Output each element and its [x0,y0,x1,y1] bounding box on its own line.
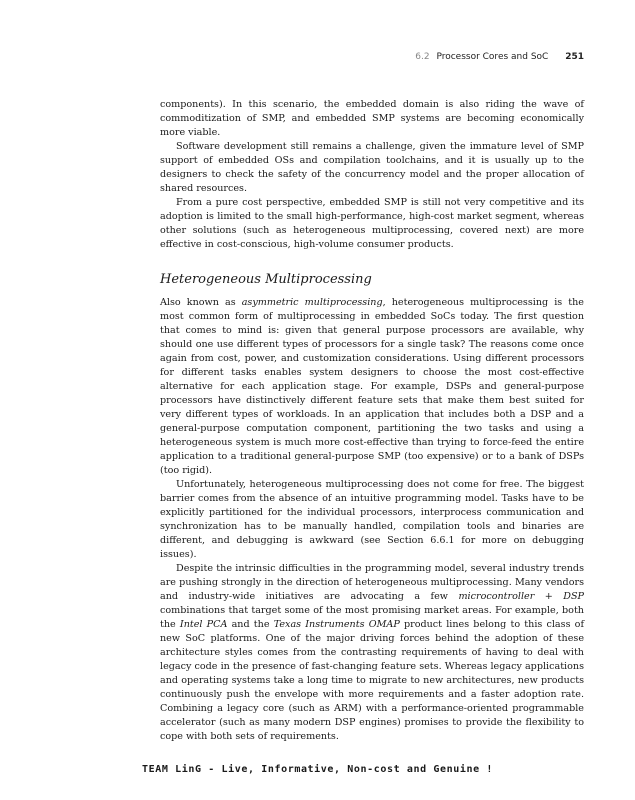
p6-text-b: combinations that target some of the most promising market areas. For example, both the [160,605,584,630]
paragraph-6 [160,562,584,744]
p6-emphasis-3: Texas Instruments OMAP [273,619,400,630]
section-heading: Heterogeneous Multiprocessing [160,272,372,287]
p6-text-c: and the [227,619,274,630]
page-number: 251 [565,52,584,62]
page-body [160,98,584,744]
p4-text-b: , heterogeneous multiprocessing is the most common form of multiprocessing in embedded SoCs today. The first question that comes to mind is: given that general purpose processors are available, why should one use different types of processors for a single task? The reasons come once again from cost, power, and customization considerations. Using different processors for different tasks enables system designers to choose the most cost-effective alternative for each application stage. For example, DSPs and general-purpose processors have distinctively different feature sets that make them best suited for very different types of workloads. In an application that includes both a DSP and a general-purpose computation component, partitioning the two tasks and using a heterogeneous system is much more cost-effective than trying to force-feed the entire application to a traditional general-purpose SMP (too expensive) or to a bank of DSPs (too rigid). [160,297,584,476]
paragraph-1: components). In this scenario, the embedded domain is also riding the wave of commoditization of SMP, and embedded SMP systems are becoming economically more viable. [160,99,584,138]
section-number: 6.2 [415,52,430,62]
paragraph-5: Unfortunately, heterogeneous multiprocessing does not come for free. The biggest barrier comes from the absence of an intuitive programming model. Tasks have to be explicitly partitioned for the individual processors, interprocess communication and synchronization has to be manually handled, compilation tools and binaries are different, and debugging is awkward (see Section 6.6.1 for more on debugging issues). [160,479,584,560]
p4-text-a: Also known as [160,297,242,308]
p6-emphasis-2: Intel PCA [179,619,228,630]
footer-watermark: TEAM LinG - Live, Informative, Non-cost and Genuine ! [142,764,493,775]
p6-emphasis-1: microcontroller + DSP [458,591,584,602]
section-title: Processor Cores and SoC [436,52,549,62]
running-head [160,52,584,62]
p6-text-a: Despite the intrinsic difficulties in the programming model, several industry trends are pushing strongly in the direction of heterogeneous multiprocessing. Many vendors and industry-wide initiatives are advocating a few [160,563,584,602]
p6-text-d: product lines belong to this class of new SoC platforms. One of the major driving forces behind the adoption of these architecture styles comes from the contrasting requirements of having to deal with legacy code in the presence of fast-changing feature sets. Whereas legacy applications and operating systems take a long time to migrate to new architectures, new products continuously push the envelope with more requirements and a faster adoption rate. Combining a legacy core (such as ARM) with a performance-oriented programmable accelerator (such as many modern DSP engines) promises to provide the flexibility to cope with both sets of requirements. [160,619,585,742]
paragraph-4 [160,296,584,478]
paragraph-2: Software development still remains a challenge, given the immature level of SMP support of embedded OSs and compilation toolchains, and it is usually up to the designers to check the safety of the concurrency model and the proper allocation of shared resources. [160,141,584,194]
paragraph-3: From a pure cost perspective, embedded SMP is still not very competitive and its adoption is limited to the small high-performance, high-cost market segment, whereas other solutions (such as heterogeneous multiprocessing, covered next) are more effective in cost-conscious, high-volume consumer products. [160,197,584,250]
p4-emphasis: asymmetric multiprocessing [241,297,383,308]
